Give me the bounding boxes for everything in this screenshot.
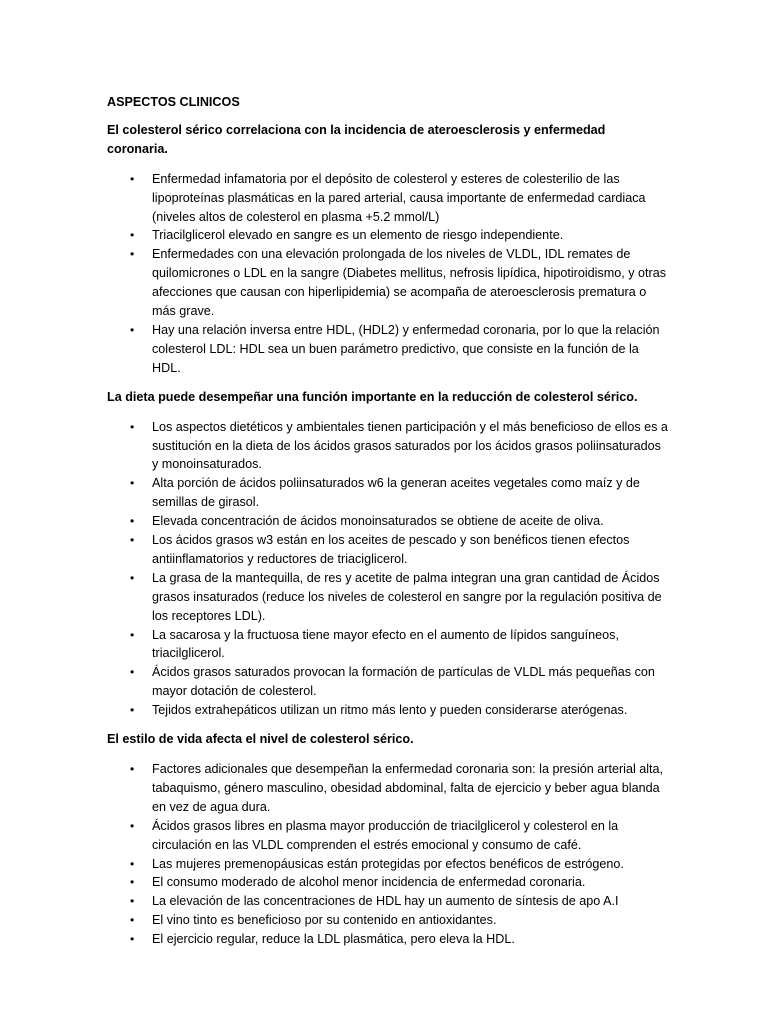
list-item-text: La grasa de la mantequilla, de res y acetite de palma integran una gran cantidad de Ácidos grasos insaturados (reduce los niveles de colesterol en sangre por la regulación positiva de los receptores LDL). [152, 570, 662, 623]
list-item-text: El ejercicio regular, reduce la LDL plasmática, pero eleva la HDL. [152, 932, 515, 947]
list-item [107, 626, 668, 664]
section-3-heading: El estilo de vida afecta el nivel de colesterol sérico. [107, 732, 414, 747]
list-item [107, 170, 668, 227]
section-2-heading: La dieta puede desempeñar una función importante en la reducción de colesterol sérico. [107, 389, 638, 404]
bullet-icon: • [130, 703, 135, 718]
list-item-text: El vino tinto es beneficioso por su contenido en antioxidantes. [152, 913, 497, 928]
list-item-text: El consumo moderado de alcohol menor incidencia de enfermedad coronaria. [152, 875, 586, 890]
bullet-icon: • [130, 665, 135, 680]
bullet-icon: • [130, 856, 135, 871]
bullet-icon: • [130, 514, 135, 529]
bullet-icon: • [130, 627, 135, 642]
list-item [107, 701, 668, 720]
section-3 [107, 730, 668, 949]
list-item [107, 226, 668, 245]
list-item-text: La sacarosa y la fructuosa tiene mayor efecto en el aumento de lípidos sanguíneos, triacilglicerol. [152, 627, 619, 661]
list-item [107, 569, 668, 626]
list-item-text: Factores adicionales que desempeñan la enfermedad coronaria son: la presión arterial alta, tabaquismo, género masculino, obesidad abdominal, falta de ejercicio y beber agua blanda en vez de agua dura. [152, 762, 664, 814]
list-item [107, 911, 668, 930]
section-1 [107, 121, 668, 378]
section-2-list [107, 418, 668, 721]
bullet-icon: • [130, 913, 135, 928]
list-item [107, 474, 668, 512]
list-item-text: Hay una relación inversa entre HDL, (HDL2) y enfermedad coronaria, por lo que la relación colesterol LDL: HDL sea un buen parámetro predictivo, que consiste en la función de la HDL. [152, 322, 660, 375]
list-item-text: Enfermedades con una elevación prolongada de los niveles de VLDL, IDL remates de quilomicrones o LDL en la sangre (Diabetes mellitus, nefrosis lipídica, hipotiroidismo, y otras afecciones que causan con hiperlipidemia) se acompaña de ateroesclerosis prematura o más grave. [152, 247, 667, 319]
list-item [107, 663, 668, 701]
list-item-text: Tejidos extrahepáticos utilizan un ritmo más lento y pueden considerarse aterógenas. [152, 703, 628, 718]
list-item-text: Ácidos grasos saturados provocan la formación de partículas de VLDL más pequeñas con mayor dotación de colesterol. [152, 665, 655, 699]
bullet-icon: • [130, 247, 135, 262]
bullet-icon: • [130, 818, 135, 833]
list-item [107, 855, 668, 874]
list-item-text: La elevación de las concentraciones de HDL hay un aumento de síntesis de apo A.I [152, 894, 619, 909]
section-1-list [107, 170, 668, 378]
bullet-icon: • [130, 419, 135, 434]
list-item-text: Elevada concentración de ácidos monoinsaturados se obtiene de aceite de oliva. [152, 514, 604, 529]
list-item-text: Triacilglicerol elevado en sangre es un elemento de riesgo independiente. [152, 228, 564, 243]
section-3-list [107, 760, 668, 949]
list-item-text: Los aspectos dietéticos y ambientales tienen participación y el más beneficioso de ellos es a sustitución en la dieta de los ácidos grasos saturados por los ácidos grasos poliinsaturados y monoinsaturados. [152, 419, 668, 472]
bullet-icon: • [130, 533, 135, 548]
section-2 [107, 388, 668, 720]
list-item-text: Los ácidos grasos w3 están en los aceites de pescado y son benéficos tienen efectos antiinflamatorios y reductores de triaciglicerol. [152, 533, 630, 566]
list-item [107, 817, 668, 855]
list-item [107, 930, 668, 949]
bullet-icon: • [130, 570, 135, 585]
bullet-icon: • [130, 322, 135, 337]
list-item [107, 760, 668, 817]
bullet-icon: • [130, 476, 135, 491]
list-item [107, 531, 668, 569]
list-item [107, 892, 668, 911]
bullet-icon: • [130, 932, 135, 947]
list-item [107, 321, 668, 378]
bullet-icon: • [130, 171, 135, 186]
list-item-text: Las mujeres premenopáusicas están protegidas por efectos benéficos de estrógeno. [152, 856, 624, 871]
list-item-text: Ácidos grasos libres en plasma mayor producción de triacilglicerol y colesterol en la circulación en las VLDL comprenden el estrés emocional y consumo de café. [152, 818, 619, 852]
bullet-icon: • [130, 762, 135, 776]
list-item [107, 512, 668, 531]
document-title: ASPECTOS CLINICOS [107, 95, 240, 109]
section-1-heading: El colesterol sérico correlaciona con la incidencia de ateroesclerosis y enfermedad coronaria. [107, 122, 606, 156]
list-item [107, 418, 668, 475]
bullet-icon: • [130, 228, 135, 243]
list-item-text: Enfermedad infamatoria por el depósito de colesterol y esteres de colesterilio de las lipoproteínas plasmáticas en la pared arterial, causa importante de enfermedad cardiaca (niveles altos de colesterol en plasma +5.2 mmol/L) [152, 171, 646, 224]
list-item [107, 245, 668, 321]
bullet-icon: • [130, 894, 135, 909]
bullet-icon: • [130, 875, 135, 890]
list-item-text: Alta porción de ácidos poliinsaturados w6 la generan aceites vegetales como maíz y de semillas de girasol. [152, 476, 640, 510]
list-item [107, 873, 668, 892]
